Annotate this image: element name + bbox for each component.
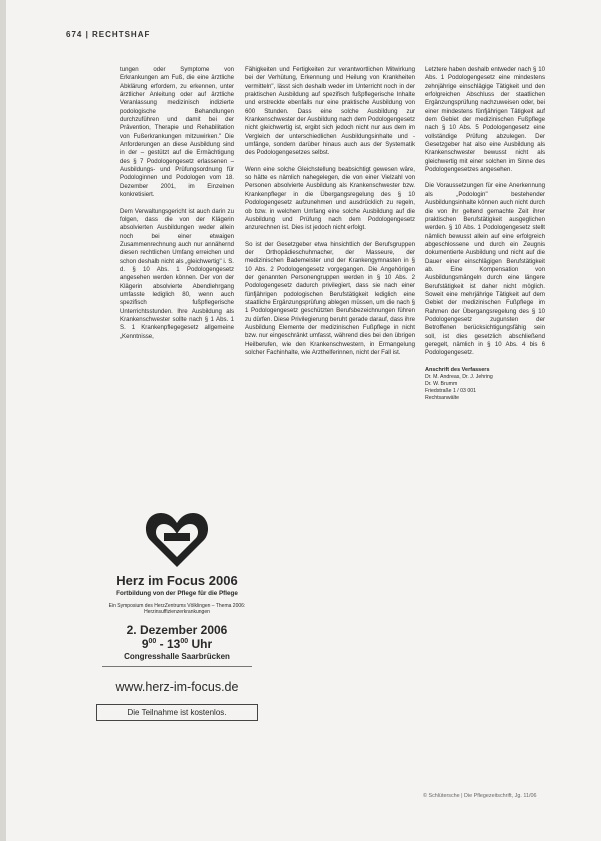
page-footer: © Schlütersche | Die Pflegezeitschrift, Jg. 11/06 — [423, 793, 537, 799]
ad-url-link[interactable]: www.herz-im-focus.de — [115, 680, 239, 695]
ad-subtitle: Fortbildung von der Pflege für die Pflege — [116, 590, 238, 597]
column-3 — [425, 66, 545, 402]
ad-title: Herz im Focus 2006 — [116, 573, 238, 588]
col2-paragraph-2: Wenn eine solche Gleichstellung beabsichtigt gewesen wäre, so hätte es nämlich nahegelegen, die von einer Vielzahl von Personen absolvierte Ausbildung als Krankenschwester bzw. Krankenpfleger in die Übergangsregelung des § 10 Podologengesetz aufzunehmen und ausdrücklich zu regeln, ob bzw. in welchem Umfang eine solche Ausbildung auf die Ausbildung und Prüfung nach dem Podologengesetz anzurechnen ist. Dies ist jedoch nicht erfolgt. — [245, 165, 415, 232]
ad-time-unit: Uhr — [188, 637, 213, 652]
ad-venue: Congresshalle Saarbrücken — [124, 652, 230, 662]
ad-divider — [102, 666, 252, 667]
ad-time-start: 9 — [141, 637, 149, 652]
column-2 — [245, 66, 415, 365]
ad-date: 2. Dezember 2006 — [126, 623, 228, 638]
page-header: 674 | RECHTSHAF — [66, 30, 151, 39]
col2-paragraph-1: Fähigkeiten und Fertigkeiten zur verantwortlichen Mitwirkung bei der Verhütung, Erkennung und Heilung von Krankheiten vermitteln", lässt sich deshalb weder im Unterricht noch in der praktischen Ausbildung auf spezifisch fußpflegerische Inhalte und erstreckte ebenfalls nur eine praktische Ausbildung von 600 Stunden. Dass eine solche Ausbildung zur Krankenschwester der Ausbildung nach dem Podologengesetz nicht gleichwertig ist, ergibt sich jedoch nicht nur aus dem im Vergleich der unterschiedlichen Ausbildungsinhalte und -umfänge, sondern darüber hinaus auch aus der Systematik des Podologengesetzes selbst. — [245, 66, 415, 157]
col3-paragraph-1: Letztere haben deshalb entweder nach § 10 Abs. 1 Podologengesetz eine mindestens zehnjährige einschlägige Tätigkeit und den erfolgreichen Abschluss der staatlichen Ergänzungsprüfung nachzuweisen oder, bei einer mindestens fünfjährigen Tätigkeit auf dem Gebiet der medizinischen Fußpflege nach § 10 Abs. 5 Podologengesetz eine vollständige Prüfung abzulegen. Der Gesetzgeber hat also eine Ausbildung als Krankenschwester bewusst nicht als gleichwertig mit einer solchen im Sinne des Podologengesetzes angesehen. — [425, 66, 545, 174]
column-1 — [120, 66, 234, 349]
heart-logo-icon — [144, 507, 210, 569]
col1-paragraph-2: Dem Verwaltungsgericht ist auch darin zu folgen, dass die von der Klägerin absolvierten Ausbildungen weder allein noch bei einer etwaigen Zusammenrechnung auch nur annähernd diesen rechtlichen Umfang erreichen und schon deshalb nicht als „gleichwertig" i. S. d. § 10 Abs. 1 Podologengesetz angesehen werden können. Der von der Klägerin absolvierte Abendlehrgang umfasste lediglich 80, wenn auch spezifisch fußpflegerische Unterrichtsstunden. Ihre Ausbildung als Krankenschwester sollte nach § 1 Abs. 1 S. 1 Krankenpflegegesetz allgemeine „Kenntnisse, — [120, 207, 234, 340]
col3-paragraph-2: Die Voraussetzungen für eine Anerkennung als „Podologin" bestehender Ausbildungsinhalte können auch nicht durch die von ihr geltend gemachte Zeit ihrer praktischen Berufstätigkeit ausgeglichen werden. § 10 Abs. 1 Podologengesetz stellt nämlich bewusst allein auf eine erfolgreich abgeschlossene und durch ein Zeugnis dokumentierte Ausbildung und nicht auf die Dauer einer einschlägigen Berufstätigkeit ab. Eine Kompensation von Ausbildungsmängeln durch eine längere Berufstätigkeit ist daher nicht möglich. Soweit eine mehrjährige Tätigkeit auf dem Gebiet der medizinischen Fußpflege im Rahmen der Übergangsregelung des § 10 Podologengesetz zugunsten der Betroffenen berücksichtigungsfähig sein soll, ist dies gesetzlich abschließend geregelt, nämlich in § 10 Abs. 4 bis 6 Podologengesetz. — [425, 182, 545, 357]
ad-description: Ein Symposium des HerzZentrums Völklingen – Thema 2006: Herzinsuffizienzerkrankungen — [108, 603, 246, 616]
author-address-line: Rechtsanwälte — [425, 395, 460, 402]
page-edge — [0, 0, 6, 841]
col2-paragraph-3: So ist der Gesetzgeber etwa hinsichtlich der Berufsgruppen der Orthopädieschuhmacher, der Masseure, der medizinischen Bademeister und der Krankengymnasten in § 10 Abs. 2 Podologengesetz vorgegangen. Die Angehörigen der genannten Personengruppen werden in § 10 Abs. 2 Podologengesetz dadurch privilegiert, dass sie nach einer fünfjährigen podologischen Berufstätigkeit lediglich eine staatliche Ergänzungsprüfung ablegen müssen, um die nach § 1 Podologengesetz geschützten Berufsbezeichnungen führen zu dürfen. Diese Privilegierung beruht gerade darauf, dass ihre Ausbildung Elemente der medizinischen Fußpflege in nicht bzw. nur eingeschränkt umfasst, während dies bei den übrigen Heilberufen, wie den Krankenschwestern, in Ermangelung solcher Fachinhalte, wie Arzthelferinnen, nicht der Fall ist. — [245, 240, 415, 356]
author-address-label: Anschrift des Verfassers — [425, 366, 490, 373]
ad-time-start-min: 00 — [148, 638, 157, 646]
author-address-line: Dr. W. Brumm — [425, 381, 458, 388]
ad-time — [92, 637, 262, 651]
event-advertisement — [92, 507, 262, 721]
author-address-line: Dr. M. Andreas, Dr. J. Jehring — [425, 374, 493, 381]
ad-time-sep: - 13 — [156, 637, 181, 652]
author-address-line: Friedstraße 1 / 03 001 — [425, 388, 477, 395]
col1-paragraph-1: tungen oder Symptome von Erkrankungen am Fuß, die eine ärztliche Abklärung erfordern, zu erkennen, unter ärztlicher Anleitung oder auf ärztliche Veranlassung medizinisch indizierte podologische Behandlungen durchzuführen und damit bei der Prävention, Therapie und Rehabilitation von Fußerkrankungen mitzuwirken." Die Anforderungen an diese Ausbildung sind in der – gestützt auf die Ermächtigung des § 7 Podologengesetz erlassenen – Ausbildungs- und Prüfungsordnung für Podologinnen und Podologen vom 18. Dezember 2001, im Einzelnen konkretisiert. — [120, 66, 234, 199]
ad-free-admission: Die Teilnahme ist kostenlos. — [96, 704, 258, 721]
ad-time-end-min: 00 — [180, 638, 189, 646]
